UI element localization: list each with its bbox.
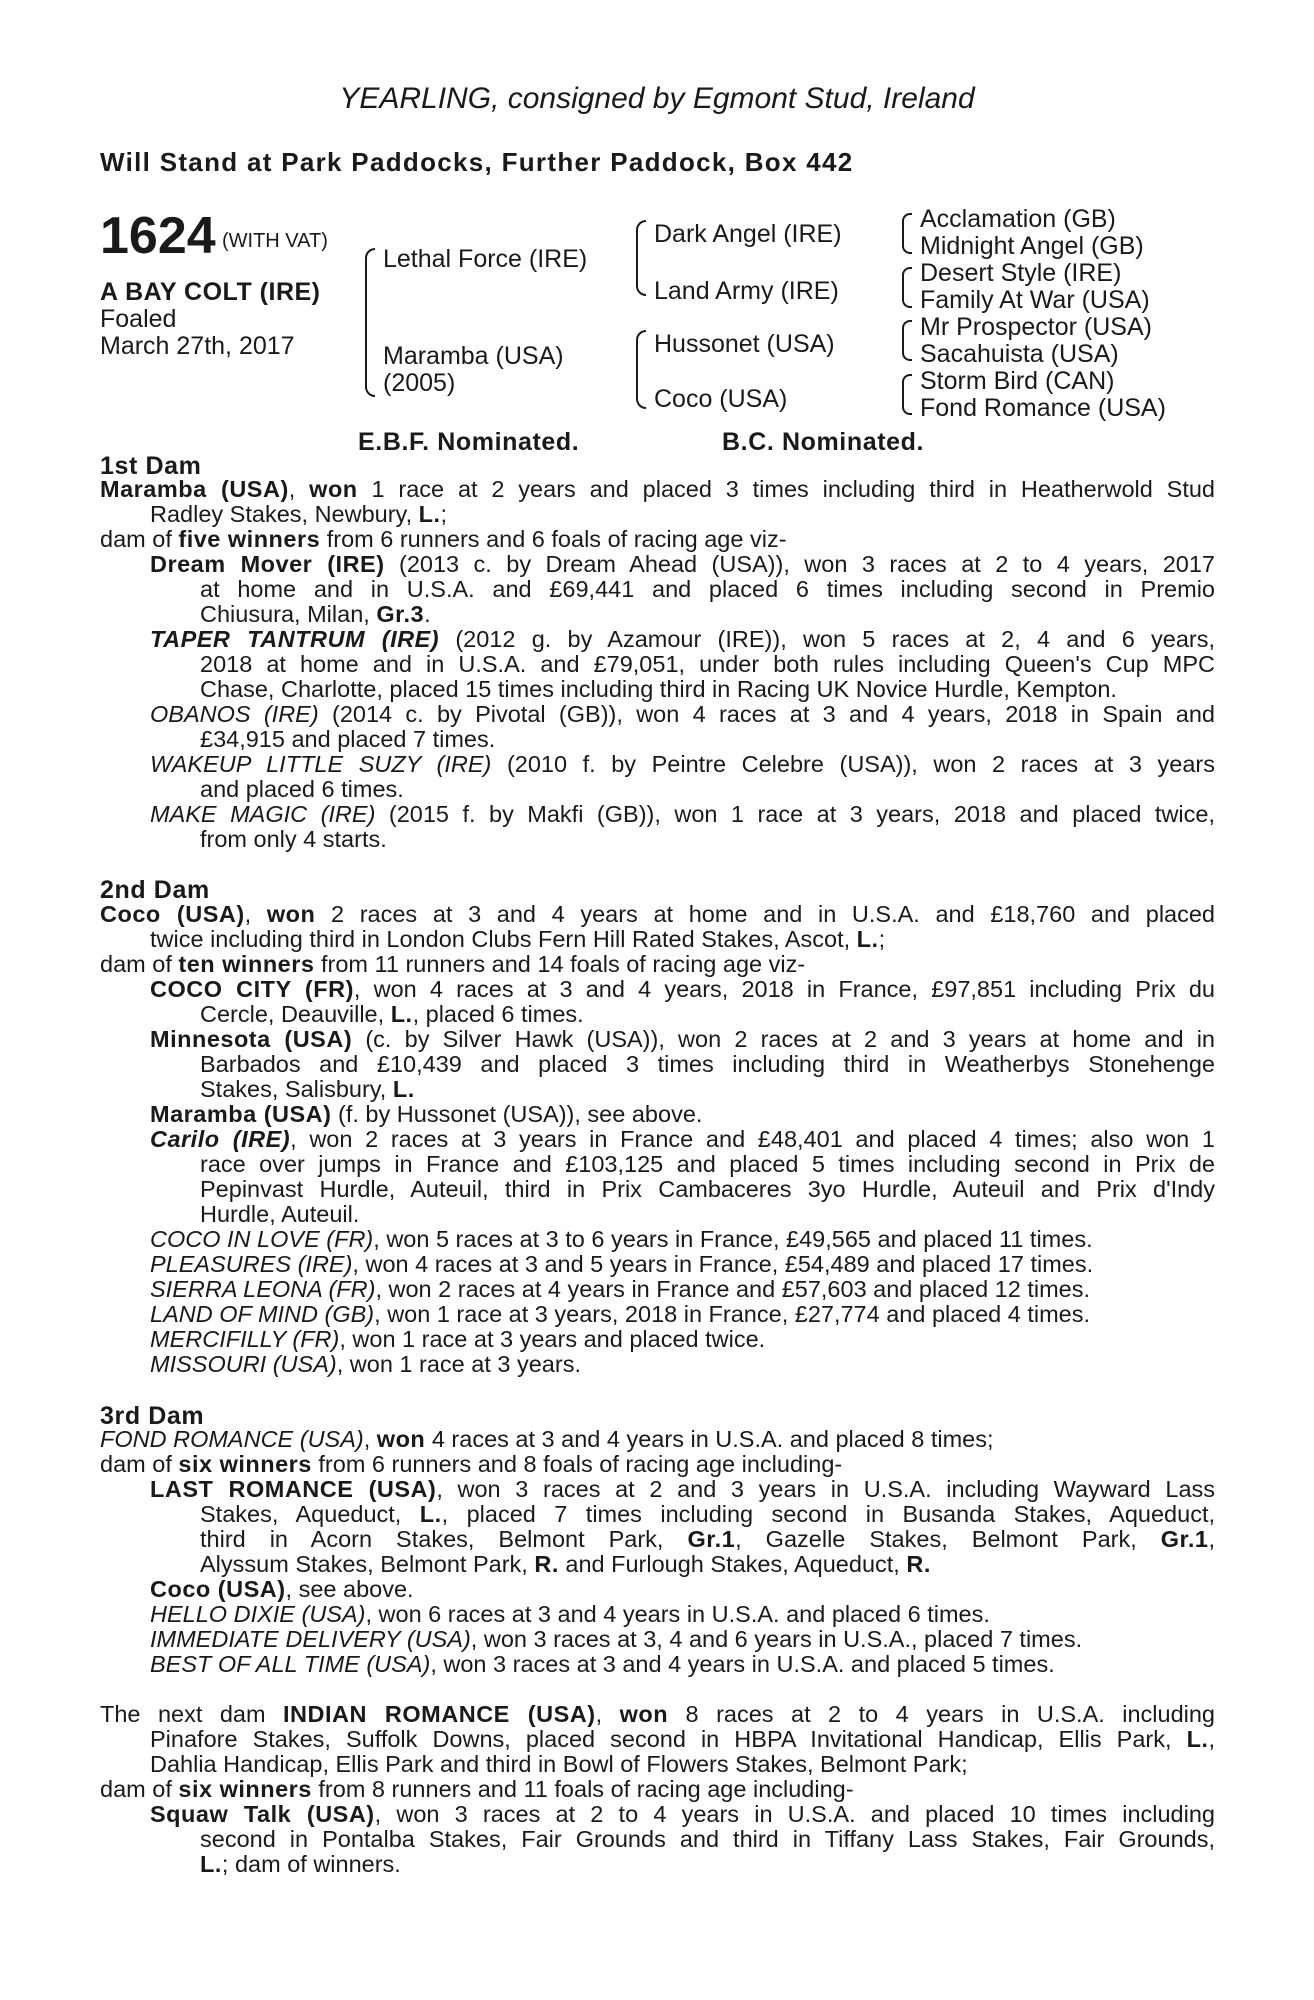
foaled-date: March 27th, 2017 xyxy=(100,332,295,360)
pedigree-brace-g34 xyxy=(902,267,912,308)
dam3-line-5 xyxy=(200,1527,1215,1552)
dam1-line-7 xyxy=(150,627,1215,652)
pedigree-brace-sire-dam xyxy=(365,248,375,397)
text-run: , placed 7 times including second in Busanda Stakes, Aqueduct, xyxy=(441,1501,1215,1527)
dam1-line-13 xyxy=(200,777,404,802)
text-run: dam of xyxy=(100,951,179,977)
text-run: Pepinvast Hurdle, Auteuil, third in Prix Cambaceres 3yo Hurdle, Auteuil and Prix d'Indy xyxy=(200,1176,1215,1202)
ebf-nominated: E.B.F. Nominated. xyxy=(358,428,580,456)
text-run: Maramba (USA) xyxy=(150,1101,332,1127)
text-run: dam of xyxy=(100,1776,179,1802)
text-run: MAKE MAGIC (IRE) xyxy=(150,801,376,827)
pedigree-brace-g56 xyxy=(902,320,912,361)
text-run: Coco (USA) xyxy=(100,901,245,927)
text-run: Hurdle, Auteuil. xyxy=(200,1201,360,1227)
dam1-line-11 xyxy=(200,727,495,752)
text-run: third in Acorn Stakes, Belmont Park, xyxy=(200,1526,688,1552)
pedigree-dam-dam: Coco (USA) xyxy=(654,385,788,413)
dam1-line-8 xyxy=(200,652,1215,677)
text-run: PLEASURES (IRE) xyxy=(150,1251,353,1277)
pedigree-brace-sire xyxy=(636,220,646,296)
dam3-line-2 xyxy=(100,1452,842,1477)
dam3-line-7 xyxy=(150,1577,414,1602)
text-run: , won 3 races at 3, 4 and 6 years in U.S.A., placed 7 times. xyxy=(470,1626,1083,1652)
text-run: , won 1 race at 3 years, 2018 in France, £27,774 and placed 4 times. xyxy=(374,1301,1091,1327)
pedigree-sire-dam: Land Army (IRE) xyxy=(654,277,839,305)
text-run: COCO IN LOVE (FR) xyxy=(150,1226,374,1252)
text-run: , won 6 races at 3 and 4 years in U.S.A. and placed 6 times. xyxy=(365,1601,990,1627)
dam2-line-9 xyxy=(150,1102,702,1127)
text-run: , won 4 races at 3 and 4 years, 2018 in France, £97,851 including Prix du xyxy=(353,976,1215,1002)
dam2-line-6 xyxy=(150,1027,1215,1052)
pedigree-brace-g78 xyxy=(902,374,912,415)
pedigree-g4: Family At War (USA) xyxy=(920,286,1150,314)
text-run: Barbados and £10,439 and placed 3 times including third in Weatherbys Stonehenge xyxy=(200,1051,1215,1077)
text-run: dam of xyxy=(100,526,179,552)
text-run: at home and in U.S.A. and £69,441 and placed 6 times including second in Premio xyxy=(200,576,1215,602)
dam3-line-10 xyxy=(150,1652,1055,1677)
dam2-line-17 xyxy=(150,1302,1090,1327)
text-run: from 6 runners and 6 foals of racing age viz- xyxy=(320,526,787,552)
dam2-line-13 xyxy=(200,1202,359,1227)
pedigree-brace-g12 xyxy=(902,213,912,254)
pedigree-g2: Midnight Angel (GB) xyxy=(920,232,1144,260)
text-run: The next dam xyxy=(100,1701,284,1727)
text-run: , see above. xyxy=(285,1576,414,1602)
dam1-line-9 xyxy=(200,677,1117,702)
foaled-label: Foaled xyxy=(100,305,177,333)
text-run: , xyxy=(1208,1526,1215,1552)
dam3-line-3 xyxy=(150,1477,1215,1502)
pedigree-g6: Sacahuista (USA) xyxy=(920,340,1119,368)
text-run: HELLO DIXIE (USA) xyxy=(150,1601,366,1627)
text-run: five winners xyxy=(178,526,321,552)
text-run: ; xyxy=(878,926,886,952)
text-run: L. xyxy=(418,501,441,527)
nextdam-line-7 xyxy=(200,1852,401,1877)
dam2-line-12 xyxy=(200,1177,1215,1202)
dam2-line-4 xyxy=(150,977,1215,1002)
text-run: from 6 runners and 8 foals of racing age including- xyxy=(311,1451,843,1477)
text-run: race over jumps in France and £103,125 and placed 5 times including second in Prix de xyxy=(200,1151,1215,1177)
text-run: (c. by Silver Hawk (USA)), won 2 races at 2 and 3 years at home and in xyxy=(352,1026,1215,1052)
text-run: and Furlough Stakes, Aqueduct, xyxy=(558,1551,907,1577)
text-run: FOND ROMANCE (USA) xyxy=(100,1426,364,1452)
pedigree-g7: Storm Bird (CAN) xyxy=(920,367,1115,395)
dam2-line-11 xyxy=(200,1152,1215,1177)
text-run: L. xyxy=(419,1501,442,1527)
text-run: Stakes, Aqueduct, xyxy=(200,1501,420,1527)
dam1-line-4 xyxy=(150,552,1215,577)
bc-nominated: B.C. Nominated. xyxy=(722,428,925,456)
text-run: Stakes, Salisbury, xyxy=(200,1076,393,1102)
dam1-line-2 xyxy=(150,502,447,527)
dam2-line-2 xyxy=(150,927,885,952)
pedigree-g5: Mr Prospector (USA) xyxy=(920,313,1152,341)
text-run: Pinafore Stakes, Suffolk Downs, placed second in HBPA Invitational Handicap, Ellis Park, xyxy=(150,1726,1187,1752)
text-run: ten winners xyxy=(178,951,315,977)
text-run: , placed 6 times. xyxy=(412,1001,584,1027)
dam1-line-1 xyxy=(100,477,1215,502)
text-run: from 8 runners and 11 foals of racing age including- xyxy=(311,1776,854,1802)
text-run: Chase, Charlotte, placed 15 times including third in Racing UK Novice Hurdle, Kempton. xyxy=(200,676,1117,702)
dam1-line-5 xyxy=(200,577,1215,602)
lot-number: 1624 xyxy=(100,207,216,265)
nextdam-line-6 xyxy=(200,1827,1215,1852)
nextdam-line-1 xyxy=(100,1702,1215,1727)
nextdam-line-2 xyxy=(150,1727,1215,1752)
text-run: second in Pontalba Stakes, Fair Grounds and third in Tiffany Lass Stakes, Fair Grounds, xyxy=(200,1826,1215,1852)
text-run: 2018 at home and in U.S.A. and £79,051, under both rules including Queen's Cup MPC xyxy=(200,651,1215,677)
dam3-line-4 xyxy=(200,1502,1215,1527)
text-run: Gr.1 xyxy=(1160,1526,1209,1552)
text-run: L. xyxy=(392,1076,415,1102)
text-run: MERCIFILLY (FR) xyxy=(150,1326,340,1352)
text-run: , Gazelle Stakes, Belmont Park, xyxy=(735,1526,1161,1552)
dam2-line-15 xyxy=(150,1252,1093,1277)
dam3-line-1 xyxy=(100,1427,994,1452)
text-run: 8 races at 2 to 4 years in U.S.A. including xyxy=(668,1701,1215,1727)
text-run: won xyxy=(266,901,316,927)
text-run: Alyssum Stakes, Belmont Park, xyxy=(200,1551,535,1577)
dam2-line-3 xyxy=(100,952,805,977)
dam1-line-15 xyxy=(200,827,387,852)
nextdam-line-4 xyxy=(100,1777,854,1802)
text-run: OBANOS (IRE) xyxy=(150,701,319,727)
text-run: (2012 g. by Azamour (IRE)), won 5 races at 2, 4 and 6 years, xyxy=(439,626,1215,652)
text-run: six winners xyxy=(178,1451,312,1477)
text-run: L. xyxy=(200,1851,222,1877)
text-run: won xyxy=(619,1701,669,1727)
nextdam-line-3 xyxy=(150,1752,968,1777)
dam1-line-6 xyxy=(200,602,431,627)
text-run: , won 4 races at 3 and 5 years in France, £54,489 and placed 17 times. xyxy=(352,1251,1094,1277)
text-run: (2013 c. by Dream Ahead (USA)), won 3 races at 2 to 4 years, 2017 xyxy=(384,551,1215,577)
text-run: (2010 f. by Peintre Celebre (USA)), won 2 races at 3 years xyxy=(491,751,1215,777)
text-run: 4 races at 3 and 4 years in U.S.A. and placed 8 times; xyxy=(425,1426,994,1452)
text-run: WAKEUP LITTLE SUZY (IRE) xyxy=(150,751,492,777)
text-run: MISSOURI (USA) xyxy=(150,1351,337,1377)
text-run: COCO CITY (FR) xyxy=(150,976,354,1002)
text-run: , xyxy=(244,901,267,927)
dam3-line-8 xyxy=(150,1602,990,1627)
pedigree-dam-sire: Hussonet (USA) xyxy=(654,330,835,358)
text-run: L. xyxy=(856,926,879,952)
text-run: £34,915 and placed 7 times. xyxy=(200,726,496,752)
dam2-line-7 xyxy=(200,1052,1215,1077)
pedigree-sire-sire: Dark Angel (IRE) xyxy=(654,220,842,248)
text-run: dam of xyxy=(100,1451,179,1477)
text-run: , won 2 races at 4 years in France and £57,603 and placed 12 times. xyxy=(375,1276,1091,1302)
pedigree-brace-dam xyxy=(636,330,646,409)
text-run: , won 5 races at 3 to 6 years in France, £49,565 and placed 11 times. xyxy=(373,1226,1093,1252)
text-run: 1 race at 2 years and placed 3 times including third in Heatherwold Stud xyxy=(357,476,1216,502)
text-run: 2 races at 3 and 4 years at home and in U.S.A. and £18,760 and placed xyxy=(315,901,1216,927)
dam1-line-3 xyxy=(100,527,787,552)
text-run: (2015 f. by Makfi (GB)), won 1 race at 3 years, 2018 and placed twice, xyxy=(375,801,1215,827)
text-run: TAPER TANTRUM (IRE) xyxy=(150,626,440,652)
text-run: , won 1 race at 3 years and placed twice. xyxy=(339,1326,766,1352)
text-run: Carilo (IRE) xyxy=(150,1126,291,1152)
text-run: Coco (USA) xyxy=(150,1576,286,1602)
dam2-line-10 xyxy=(150,1127,1215,1152)
stand-location: Will Stand at Park Paddocks, Further Paddock, Box 442 xyxy=(100,147,854,177)
text-run: won xyxy=(376,1426,426,1452)
text-run: twice including third in London Clubs Fern Hill Rated Stakes, Ascot, xyxy=(150,926,857,952)
pedigree-sire: Lethal Force (IRE) xyxy=(383,245,588,273)
text-run: and placed 6 times. xyxy=(200,776,404,802)
text-run: , xyxy=(595,1701,620,1727)
text-run: INDIAN ROMANCE (USA) xyxy=(283,1701,596,1727)
text-run: Gr.1 xyxy=(687,1526,736,1552)
dam2-line-5 xyxy=(200,1002,584,1027)
text-run: R. xyxy=(906,1551,931,1577)
pedigree-g1: Acclamation (GB) xyxy=(920,205,1116,233)
dam2-line-1 xyxy=(100,902,1215,927)
pedigree-g3: Desert Style (IRE) xyxy=(920,259,1122,287)
dam3-line-9 xyxy=(150,1627,1082,1652)
text-run: Squaw Talk (USA) xyxy=(150,1801,375,1827)
text-run: (f. by Hussonet (USA)), see above. xyxy=(331,1101,703,1127)
text-run: Cercle, Deauville, xyxy=(200,1001,391,1027)
dam2-line-19 xyxy=(150,1352,581,1377)
consignment-line: YEARLING, consigned by Egmont Stud, Ireland xyxy=(339,82,975,115)
horse-description: A BAY COLT (IRE) xyxy=(100,278,321,306)
text-run: , xyxy=(288,476,310,502)
third-dam-heading: 3rd Dam xyxy=(100,1402,205,1430)
text-run: R. xyxy=(534,1551,559,1577)
pedigree-g8: Fond Romance (USA) xyxy=(920,394,1166,422)
text-run: , won 3 races at 3 and 4 years in U.S.A. and placed 5 times. xyxy=(430,1651,1055,1677)
text-run: IMMEDIATE DELIVERY (USA) xyxy=(150,1626,471,1652)
text-run: . xyxy=(424,601,431,627)
dam2-line-14 xyxy=(150,1227,1093,1252)
text-run: , won 1 race at 3 years. xyxy=(336,1351,581,1377)
text-run: (2014 c. by Pivotal (GB)), won 4 races at 3 and 4 years, 2018 in Spain and xyxy=(318,701,1215,727)
text-run: won xyxy=(309,476,358,502)
text-run: LAST ROMANCE (USA) xyxy=(150,1476,437,1502)
dam1-line-12 xyxy=(150,752,1215,777)
text-run: , won 2 races at 3 years in France and £48,401 and placed 4 times; also won 1 xyxy=(290,1126,1215,1152)
dam1-line-10 xyxy=(150,702,1215,727)
text-run: ; dam of winners. xyxy=(221,1851,401,1877)
dam2-line-16 xyxy=(150,1277,1090,1302)
second-dam-heading: 2nd Dam xyxy=(100,876,210,904)
text-run: Dream Mover (IRE) xyxy=(150,551,385,577)
dam2-line-8 xyxy=(200,1077,415,1102)
text-run: Maramba (USA) xyxy=(100,476,289,502)
nextdam-line-5 xyxy=(150,1802,1215,1827)
first-dam-heading: 1st Dam xyxy=(100,452,202,480)
dam3-line-6 xyxy=(200,1552,931,1577)
text-run: L. xyxy=(390,1001,413,1027)
text-run: Minnesota (USA) xyxy=(150,1026,353,1052)
text-run: , won 3 races at 2 to 4 years in U.S.A. and placed 10 times including xyxy=(374,1801,1215,1827)
text-run: six winners xyxy=(178,1776,312,1802)
text-run: Gr.3 xyxy=(376,601,425,627)
pedigree-dam-year: (2005) xyxy=(383,369,456,397)
text-run: LAND OF MIND (GB) xyxy=(150,1301,375,1327)
dam1-line-14 xyxy=(150,802,1215,827)
text-run: SIERRA LEONA (FR) xyxy=(150,1276,376,1302)
dam2-line-18 xyxy=(150,1327,765,1352)
pedigree-dam: Maramba (USA) xyxy=(383,342,564,370)
text-run: L. xyxy=(1186,1726,1209,1752)
text-run: Radley Stakes, Newbury, xyxy=(150,501,419,527)
text-run: from only 4 starts. xyxy=(200,826,387,852)
text-run: ; xyxy=(440,501,448,527)
text-run: , xyxy=(1208,1726,1215,1752)
text-run: from 11 runners and 14 foals of racing age viz- xyxy=(314,951,806,977)
text-run: Chiusura, Milan, xyxy=(200,601,377,627)
text-run: , xyxy=(363,1426,377,1452)
text-run: BEST OF ALL TIME (USA) xyxy=(150,1651,431,1677)
text-run: Dahlia Handicap, Ellis Park and third in Bowl of Flowers Stakes, Belmont Park; xyxy=(150,1751,968,1777)
text-run: , won 3 races at 2 and 3 years in U.S.A. including Wayward Lass xyxy=(436,1476,1216,1502)
vat-note: (WITH VAT) xyxy=(222,230,328,252)
